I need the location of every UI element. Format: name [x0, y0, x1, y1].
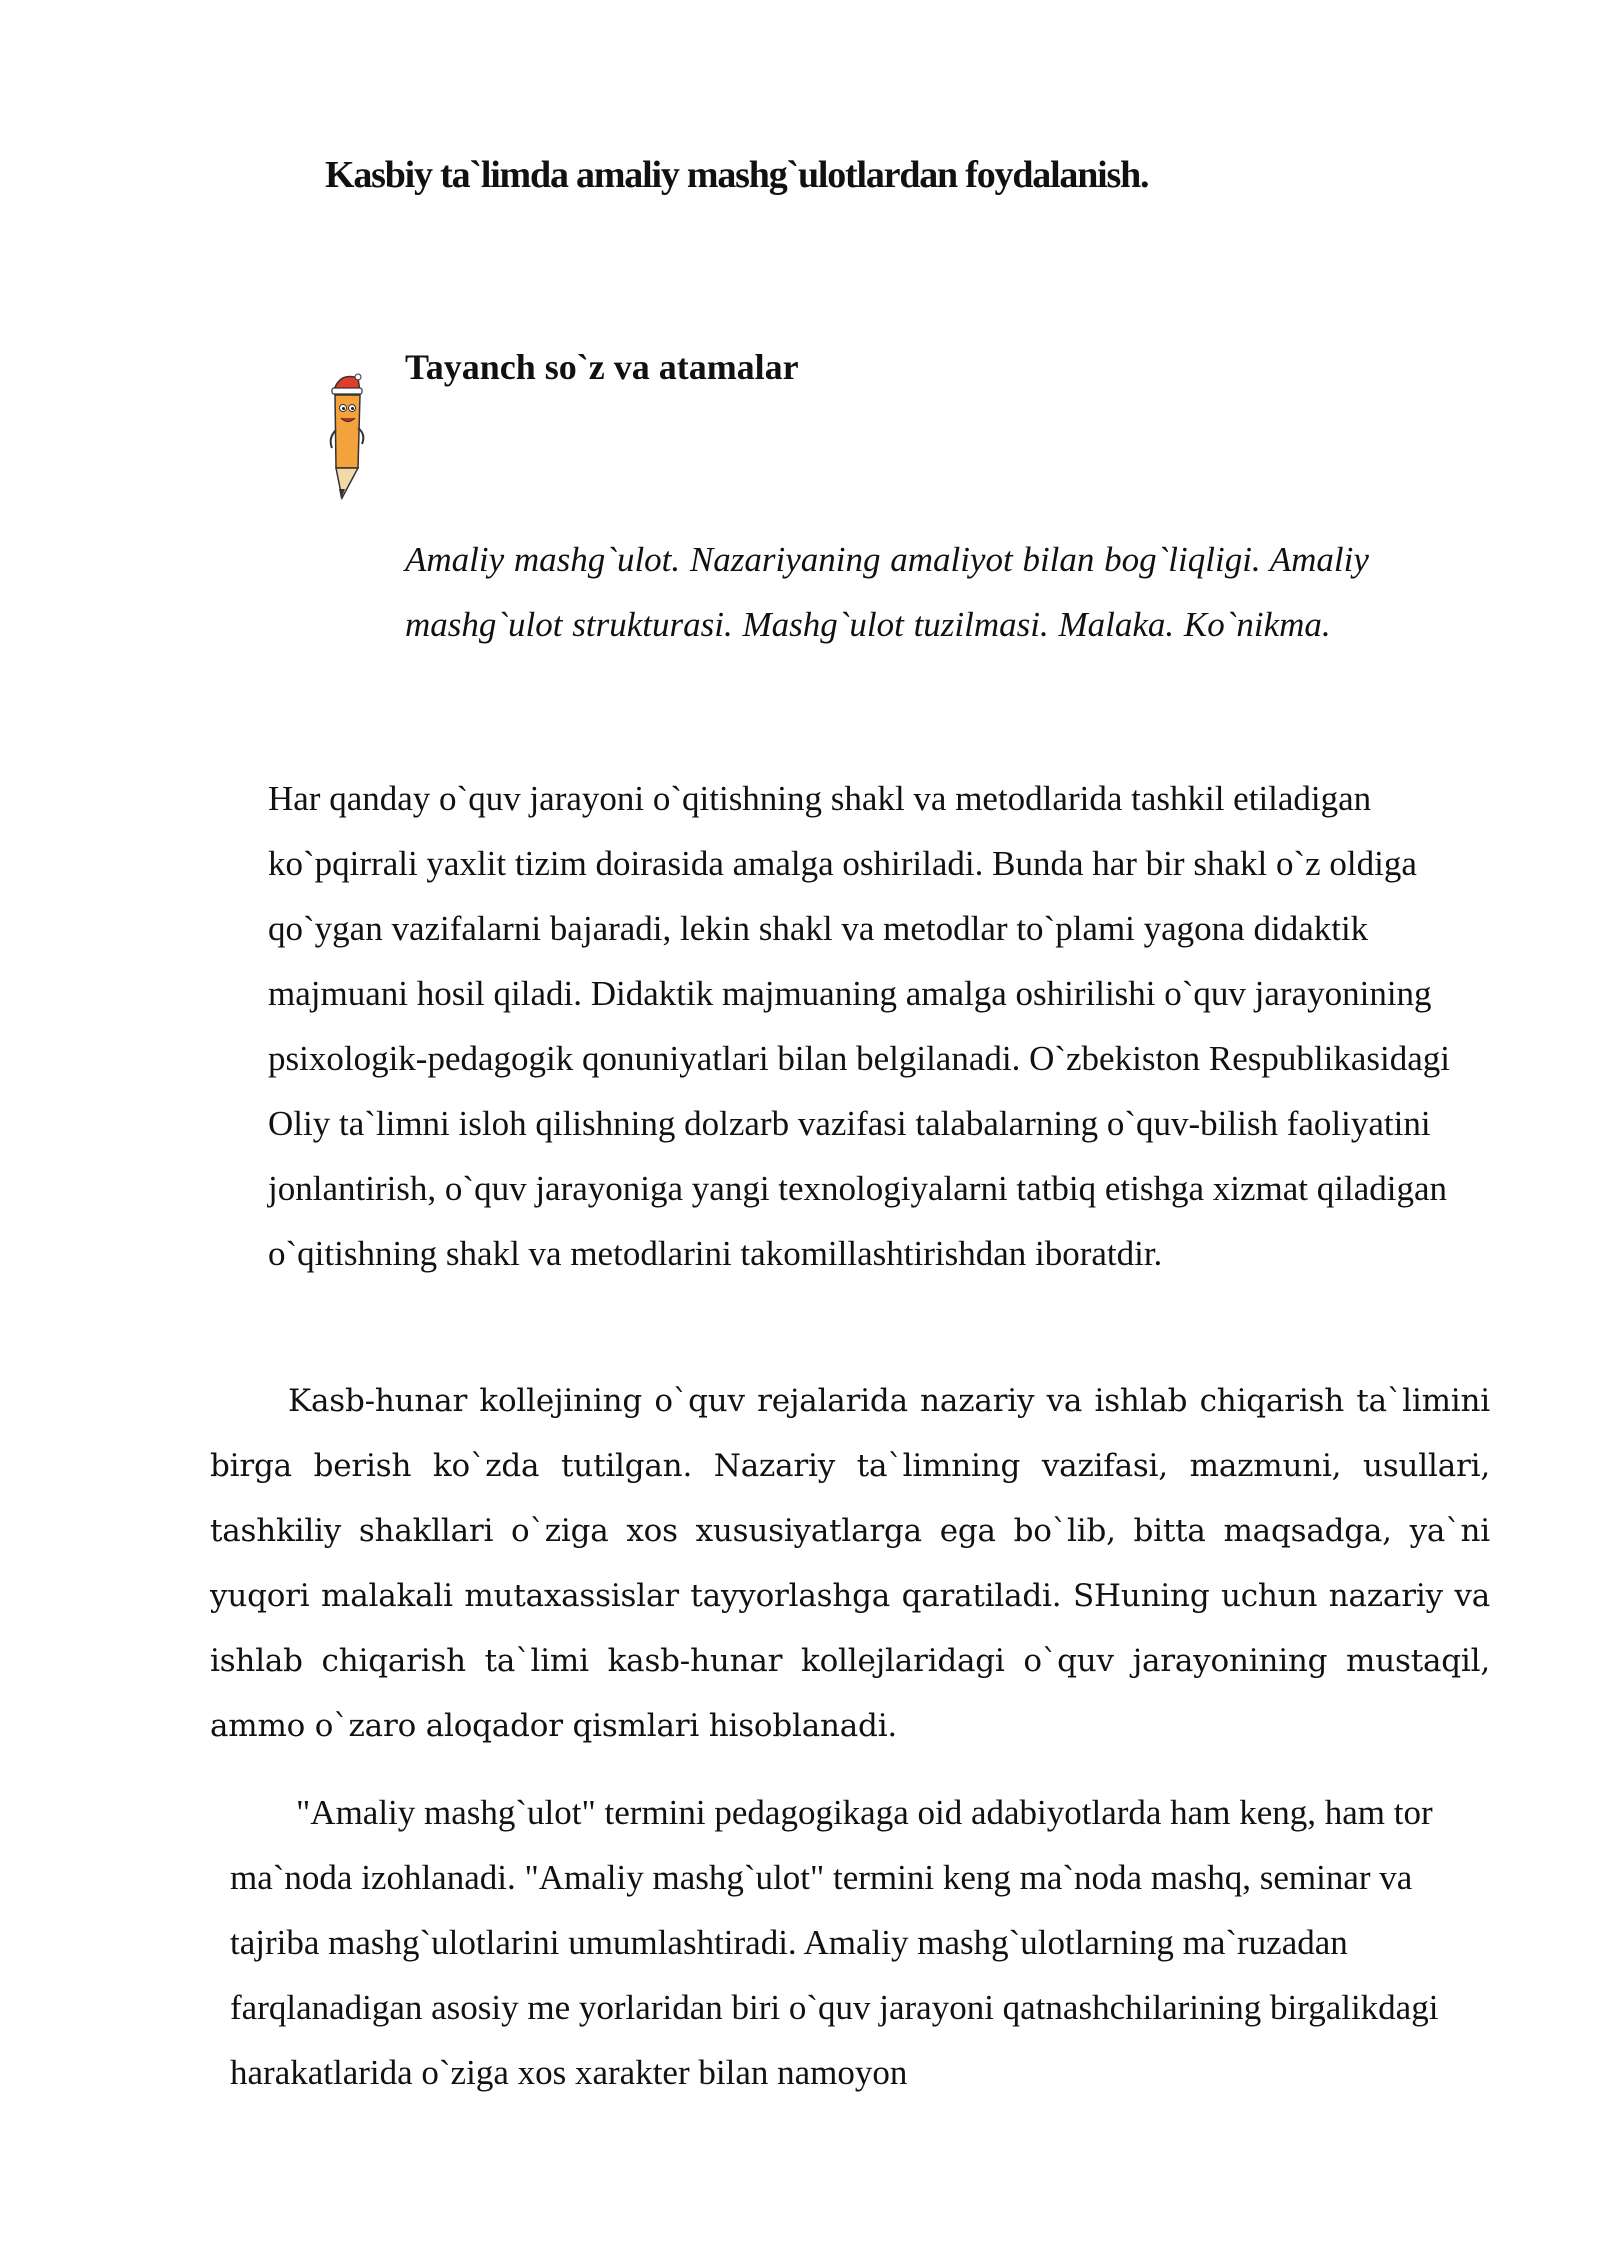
paragraph: Kasb-hunar kollejining o`quv rejalarida nazariy va ishlab chiqarish ta`limini birga berish ko`zda tutilgan. Nazariy ta`limning vazifasi, mazmuni, usullari, tashkiliy shakllari o`ziga xos xususiyatlarga ega bo`lib, bitta maqsadga, ya`ni yuqori malakali mutaxassislar tayyorlashga qaratiladi. SHuning uchun nazariy va ishlab chiqarish ta`limi kasb-hunar kollejlaridagi o`quv jarayonining mustaqil, ammo o`zaro aloqador qismlari hisoblanadi. — [210, 1383, 1490, 1744]
pencil-mascot-icon — [318, 368, 376, 504]
paragraph: "Amaliy mashg`ulot" termini pedagogikaga oid adabiyotlarda ham keng, ham tor ma`noda izohlanadi. "Amaliy mashg`ulot" termini keng ma`noda mashq, seminar va tajriba mashg`ulotlarini umumlashtiradi. Amaliy mashg`ulotlarning ma`ruzadan farqlanadigan asosiy me yorlaridan biri o`quv jarayoni qatnashchilarining birgalikdagi harakatlarida o`ziga xos xarakter bilan namoyon — [230, 1793, 1439, 2092]
paragraph: Har qanday o`quv jarayoni o`qitishning shakl va metodlarida tashkil etiladigan ko`pqirrali yaxlit tizim doirasida amalga oshiriladi. Bunda har bir shakl o`z oldiga qo`ygan vazifalarni bajaradi, lekin shakl va metodlar to`plami yagona didaktik majmuani hosil qiladi. Didaktik majmuaning amalga oshirilishi o`quv jarayonining psixologik-pedagogik qonuniyatlari bilan belgilanadi. O`zbekiston Respublikasidagi Oliy ta`limni isloh qilishning dolzarb vazifasi talabalarning o`quv-bilish faoliyatini jonlantirish, o`quv jarayoniga yangi texnologiyalarni tatbiq etishga xizmat qiladigan o`qitishning shakl va metodlarini takomillashtirishdan iboratdir. — [268, 779, 1451, 1273]
keywords-heading: Tayanch so`z va atamalar — [405, 347, 799, 387]
document-title: Kasbiy ta`limda amaliy mashg`ulotlardan foydalanish. — [325, 154, 1149, 196]
keywords-text: Amaliy mashg`ulot. Nazariyaning amaliyot bilan bog`liqligi. Amaliy mashg`ulot strukturasi. Mashg`ulot tuzilmasi. Malaka. Ko`nikma. — [405, 540, 1369, 644]
